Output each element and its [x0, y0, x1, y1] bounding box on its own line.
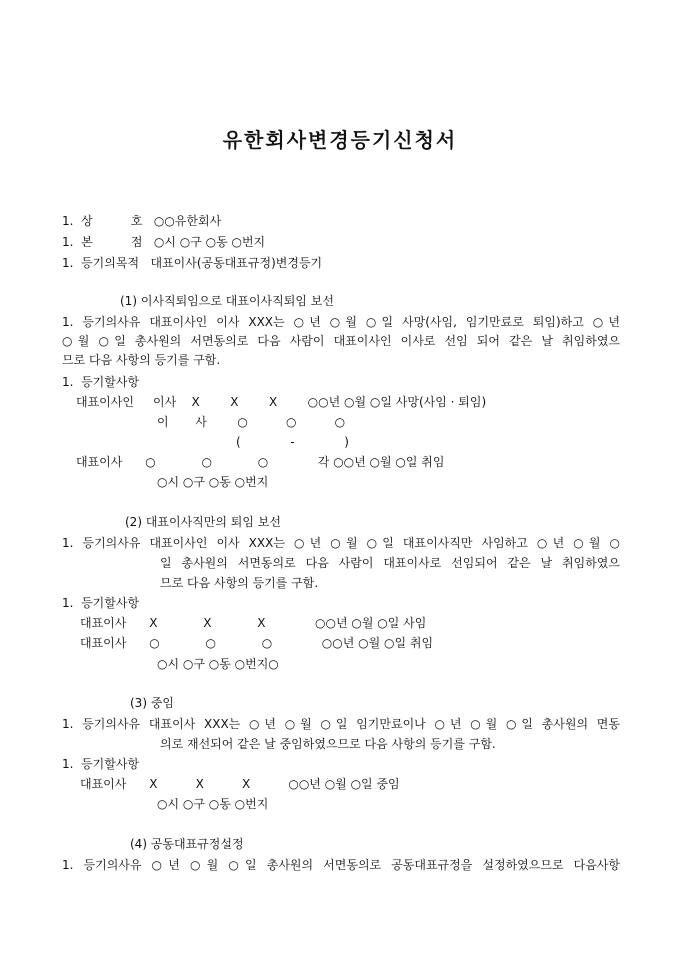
section-1-reason-line-2: ○월 ○일 총사원의 서면동의로 다음 사람이 대표이사인 이사로 선임 되어 같은 날 취임하였으 [62, 334, 620, 348]
section-4-reason-line-1: 1. 등기의사유 ○년 ○월 ○일 총사원의 서면동의로 공동대표규정을 설정하였으므로 다음사항 [62, 858, 620, 872]
section-1-reason-line-3: 므로 다음 사항의 등기를 구함. [62, 353, 221, 367]
section-1-heading: (1) 이사직퇴임으로 대표이사직퇴임 보선 [120, 294, 334, 308]
section-3-row-1: 대표이사 X X X ○○년 ○월 ○일 중임 [80, 777, 400, 791]
section-3-reason-line-1: 1. 등기의사유 대표이사 XXX는 ○년 ○월 ○일 임기만료이나 ○년 ○월 ○일 총사원의 면동 [62, 717, 620, 731]
section-1-address: ○시 ○구 ○동 ○번지 [157, 475, 269, 489]
section-3-matters-label: 1. 등기할사항 [62, 757, 140, 771]
section-4-heading: (4) 공동대표규정설정 [130, 837, 244, 851]
section-2-address: ○시 ○구 ○동 ○번지○ [157, 657, 279, 671]
section-3-reason-line-2: 의로 재선되어 같은 날 중임하였으므로 다음 사항의 등기를 구함. [160, 737, 496, 751]
section-1-row-4: 대표이사 ○ ○ ○ 각 ○○년 ○월 ○일 취임 [76, 455, 445, 469]
line-head-office: 1. 본 점 ○시 ○구 ○동 ○번지 [62, 235, 266, 249]
section-2-reason-line-2: 일 총사원의 서면동의로 다음 사람이 대표이사로 선임되어 같은 날 취임하였으 [160, 556, 620, 570]
section-2-heading: (2) 대표이사직만의 퇴임 보선 [125, 515, 281, 529]
document-title: 유한회사변경등기신청서 [222, 128, 458, 152]
section-2-reason-line-3: 므로 다음 사항의 등기를 구함. [160, 576, 319, 590]
section-1-row-1: 대표이사인 이사 X X X ○○년 ○월 ○일 사망(사임 · 퇴임) [76, 395, 487, 409]
section-2-row-1: 대표이사 X X X ○○년 ○월 ○일 사임 [80, 616, 427, 630]
line-registration-purpose: 1. 등기의목적 대표이사(공동대표규정)변경등기 [62, 256, 323, 270]
section-1-matters-label: 1. 등기할사항 [62, 375, 140, 389]
section-2-matters-label: 1. 등기할사항 [62, 596, 140, 610]
section-1-row-2: 이 사 ○ ○ ○ [157, 415, 346, 429]
section-1-reason-line-1: 1. 등기의사유 대표이사인 이사 XXX는 ○년 ○월 ○일 사망(사임, 임기만료로 퇴임)하고 ○년 [62, 315, 620, 329]
section-1-row-3: ( - ) [236, 435, 349, 449]
section-3-heading: (3) 중임 [130, 696, 174, 710]
section-2-row-2: 대표이사 ○ ○ ○ ○○년 ○월 ○일 취임 [80, 636, 434, 650]
line-trade-name: 1. 상 호 ○○유한회사 [62, 214, 222, 228]
section-3-address: ○시 ○구 ○동 ○번지 [157, 797, 269, 811]
section-2-reason-line-1: 1. 등기의사유 대표이사인 이사 XXX는 ○년 ○월 ○일 대표이사직만 사임하고 ○년 ○월 ○ [62, 536, 620, 550]
